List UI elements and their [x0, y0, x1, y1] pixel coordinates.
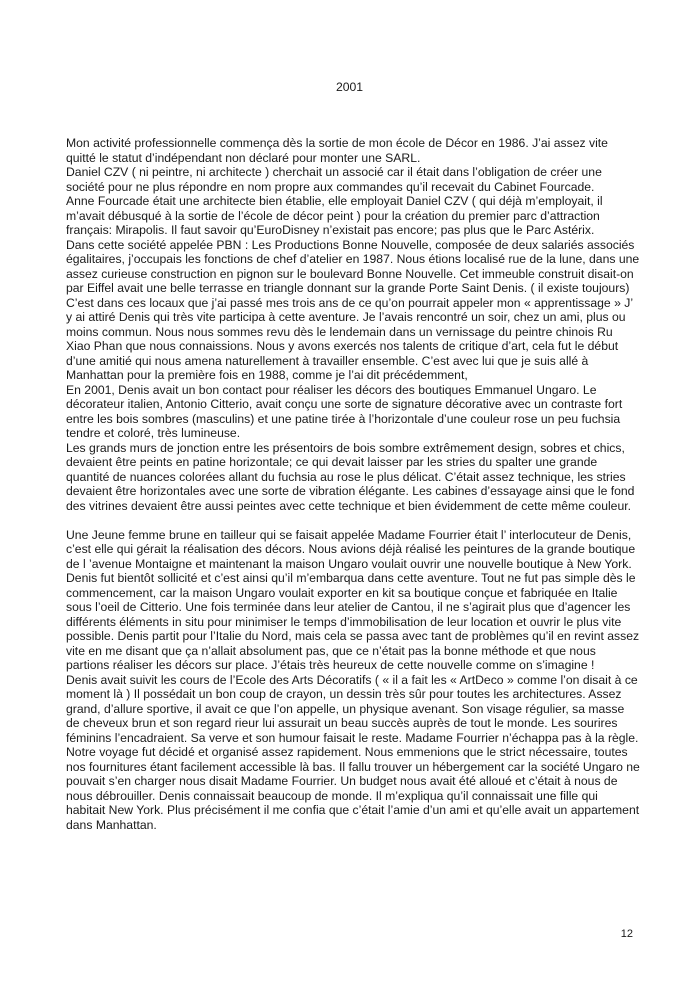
paragraph: Mon activité professionnelle commença dès la sortie de mon école de Décor en 1986. J’ai assez vite quitté le statut d’indépendant non déclaré pour monter une SARL. [66, 136, 608, 165]
paragraph: Daniel CZV ( ni peintre, ni architecte ) cherchait un associé car il était dans l’obligation de créer une société pour ne plus répondre en nom propre aux commandes qu’il recevait du Cabinet Fourcade. [66, 165, 602, 194]
paragraph: Dans cette société appelée PBN : Les Productions Bonne Nouvelle, composée de deux salariés associés égalitaires, j’occupais les fonctions de chef d’atelier en 1987. Nous étions localisé rue de la lune, dans une assez curieuse construction en pignon sur le boulevard Bonne Nouvelle. Cet immeuble construit disait-on par Eiffel avait une belle terrasse en triangle donnant sur la grande Porte Saint Denis. ( il existe toujours) [66, 237, 640, 295]
chapter-year-heading: 2001 [335, 80, 364, 94]
paragraph-spacer [66, 513, 640, 528]
paragraph: C’est dans ces locaux que j’ai passé mes trois ans de ce qu’on pourrait appeler mon « apprentissage » J’ y ai attiré Denis qui très vite participa à cette aventure. Je l’avais rencontré un soir, chez un ami, plus ou moins commun. Nous nous sommes revu dès le lendemain dans un vernissage du peintre chinois Ru Xiao Phan que nous connaissions. Nous y avons exercés nos talents de critique d’art, cela fut le début d’une amitié qui nous amena naturellement à travailler ensemble. C’est avec lui que je suis allé à Manhattan pour la première fois en 1988, comme je l’ai dit précédemment, [66, 295, 633, 382]
paragraph: Anne Fourcade était une architecte bien établie, elle employait Daniel CZV ( qui déjà m’employait, il m’avait débusqué à la sortie de l’école de décor peint ) pour la création du premier parc d’attraction français: Mirapolis. Il faut savoir qu’EuroDisney n’existait pas encore; pas plus que le Parc Astérix. [66, 194, 603, 237]
paragraph: Notre voyage fut décidé et organisé assez rapidement. Nous emmenions que le strict nécessaire, toutes nos fournitures étant facilement accessible là bas. Il fallu trouver un hébergement car la société Ungaro ne pouvait s’en charger nous disait Madame Fourrier. Un budget nous avait été alloué et c’était à nous de nous débrouiller. Denis connaissait beaucoup de monde. Il m’expliqua qu’il connaissait une fille qui habitait New York. Plus précisément il me confia que c’était l’amie d’un ami et qu’elle avait un appartement dans Manhattan. [66, 745, 640, 832]
paragraph: Une Jeune femme brune en tailleur qui se faisait appelée Madame Fourrier était l’ interlocuteur de Denis, c’est elle qui gérait la réalisation des décors. Nous avions déjà réalisé les peintures de la grande boutique de l ’avenue Montaigne et maintenant la maison Ungaro voulait ouvrir une nouvelle boutique à New York. Denis fut bientôt sollicité et c’est ainsi qu’il m’embarqua dans cette aventure. Tout ne fut pas simple dès le commencement, car la maison Ungaro voulait exporter en kit sa boutique conçue et fabriquée en Italie sous l’oeil de Citterio. Une fois terminée dans leur atelier de Cantou, il ne s’agirait plus que d’agencer les différents éléments in situ pour minimiser le temps d’immobilisation de leur location et ouvrir le plus vite possible. Denis partit pour l’Italie du Nord, mais cela se passa avec tant de problèmes qu’il en revint assez vite en me disant que ça n’allait absolument pas, que ce n’était pas la bonne méthode et que nous partions réaliser les décors sur place. J’étais très heureux de cette nouvelle comme on s’imagine ! [66, 527, 640, 672]
paragraph: En 2001, Denis avait un bon contact pour réaliser les décors des boutiques Emmanuel Ungaro. Le décorateur italien, Antonio Citterio, avait conçu une sorte de signature décorative avec un contraste fort entre les bois sombres (masculins) et une patine tirée à l’horizontale d’une couleur rose un peu fuchsia tendre et coloré, très lumineuse. [66, 382, 623, 440]
paragraph: Les grands murs de jonction entre les présentoirs de bois sombre extrêmement design, sobres et chics, devaient être peints en patine horizontale; ce qui devait laisser par les stries du spalter une grande quantité de nuances colorées allant du fuchsia au rose le plus délicat. C’était assez technique, les stries devaient être horizontales avec une sorte de vibration élégante. Les cabines d’essayage ainsi que le fond des vitrines devaient être aussi peintes avec cette technique et bien évidemment de cette même couleur. [66, 440, 635, 513]
paragraph: Denis avait suivit les cours de l’Ecole des Arts Décoratifs ( « il a fait les « ArtDeco » comme l’on disait à ce moment là ) Il possédait un bon coup de crayon, un dessin très sûr pour toutes les architectures. Assez grand, d’allure sportive, il avait ce que l’on appelle, un physique avenant. Son visage régulier, sa masse de cheveux brun et son regard rieur lui assurait un beau succès auprès de tout le monde. Les sourires féminins l’encadraient. Sa verve et son humour faisait le reste. Madame Fourrier n’échappa pas à la règle. [66, 672, 639, 745]
body-text [66, 136, 640, 832]
page-number: 12 [620, 928, 633, 940]
